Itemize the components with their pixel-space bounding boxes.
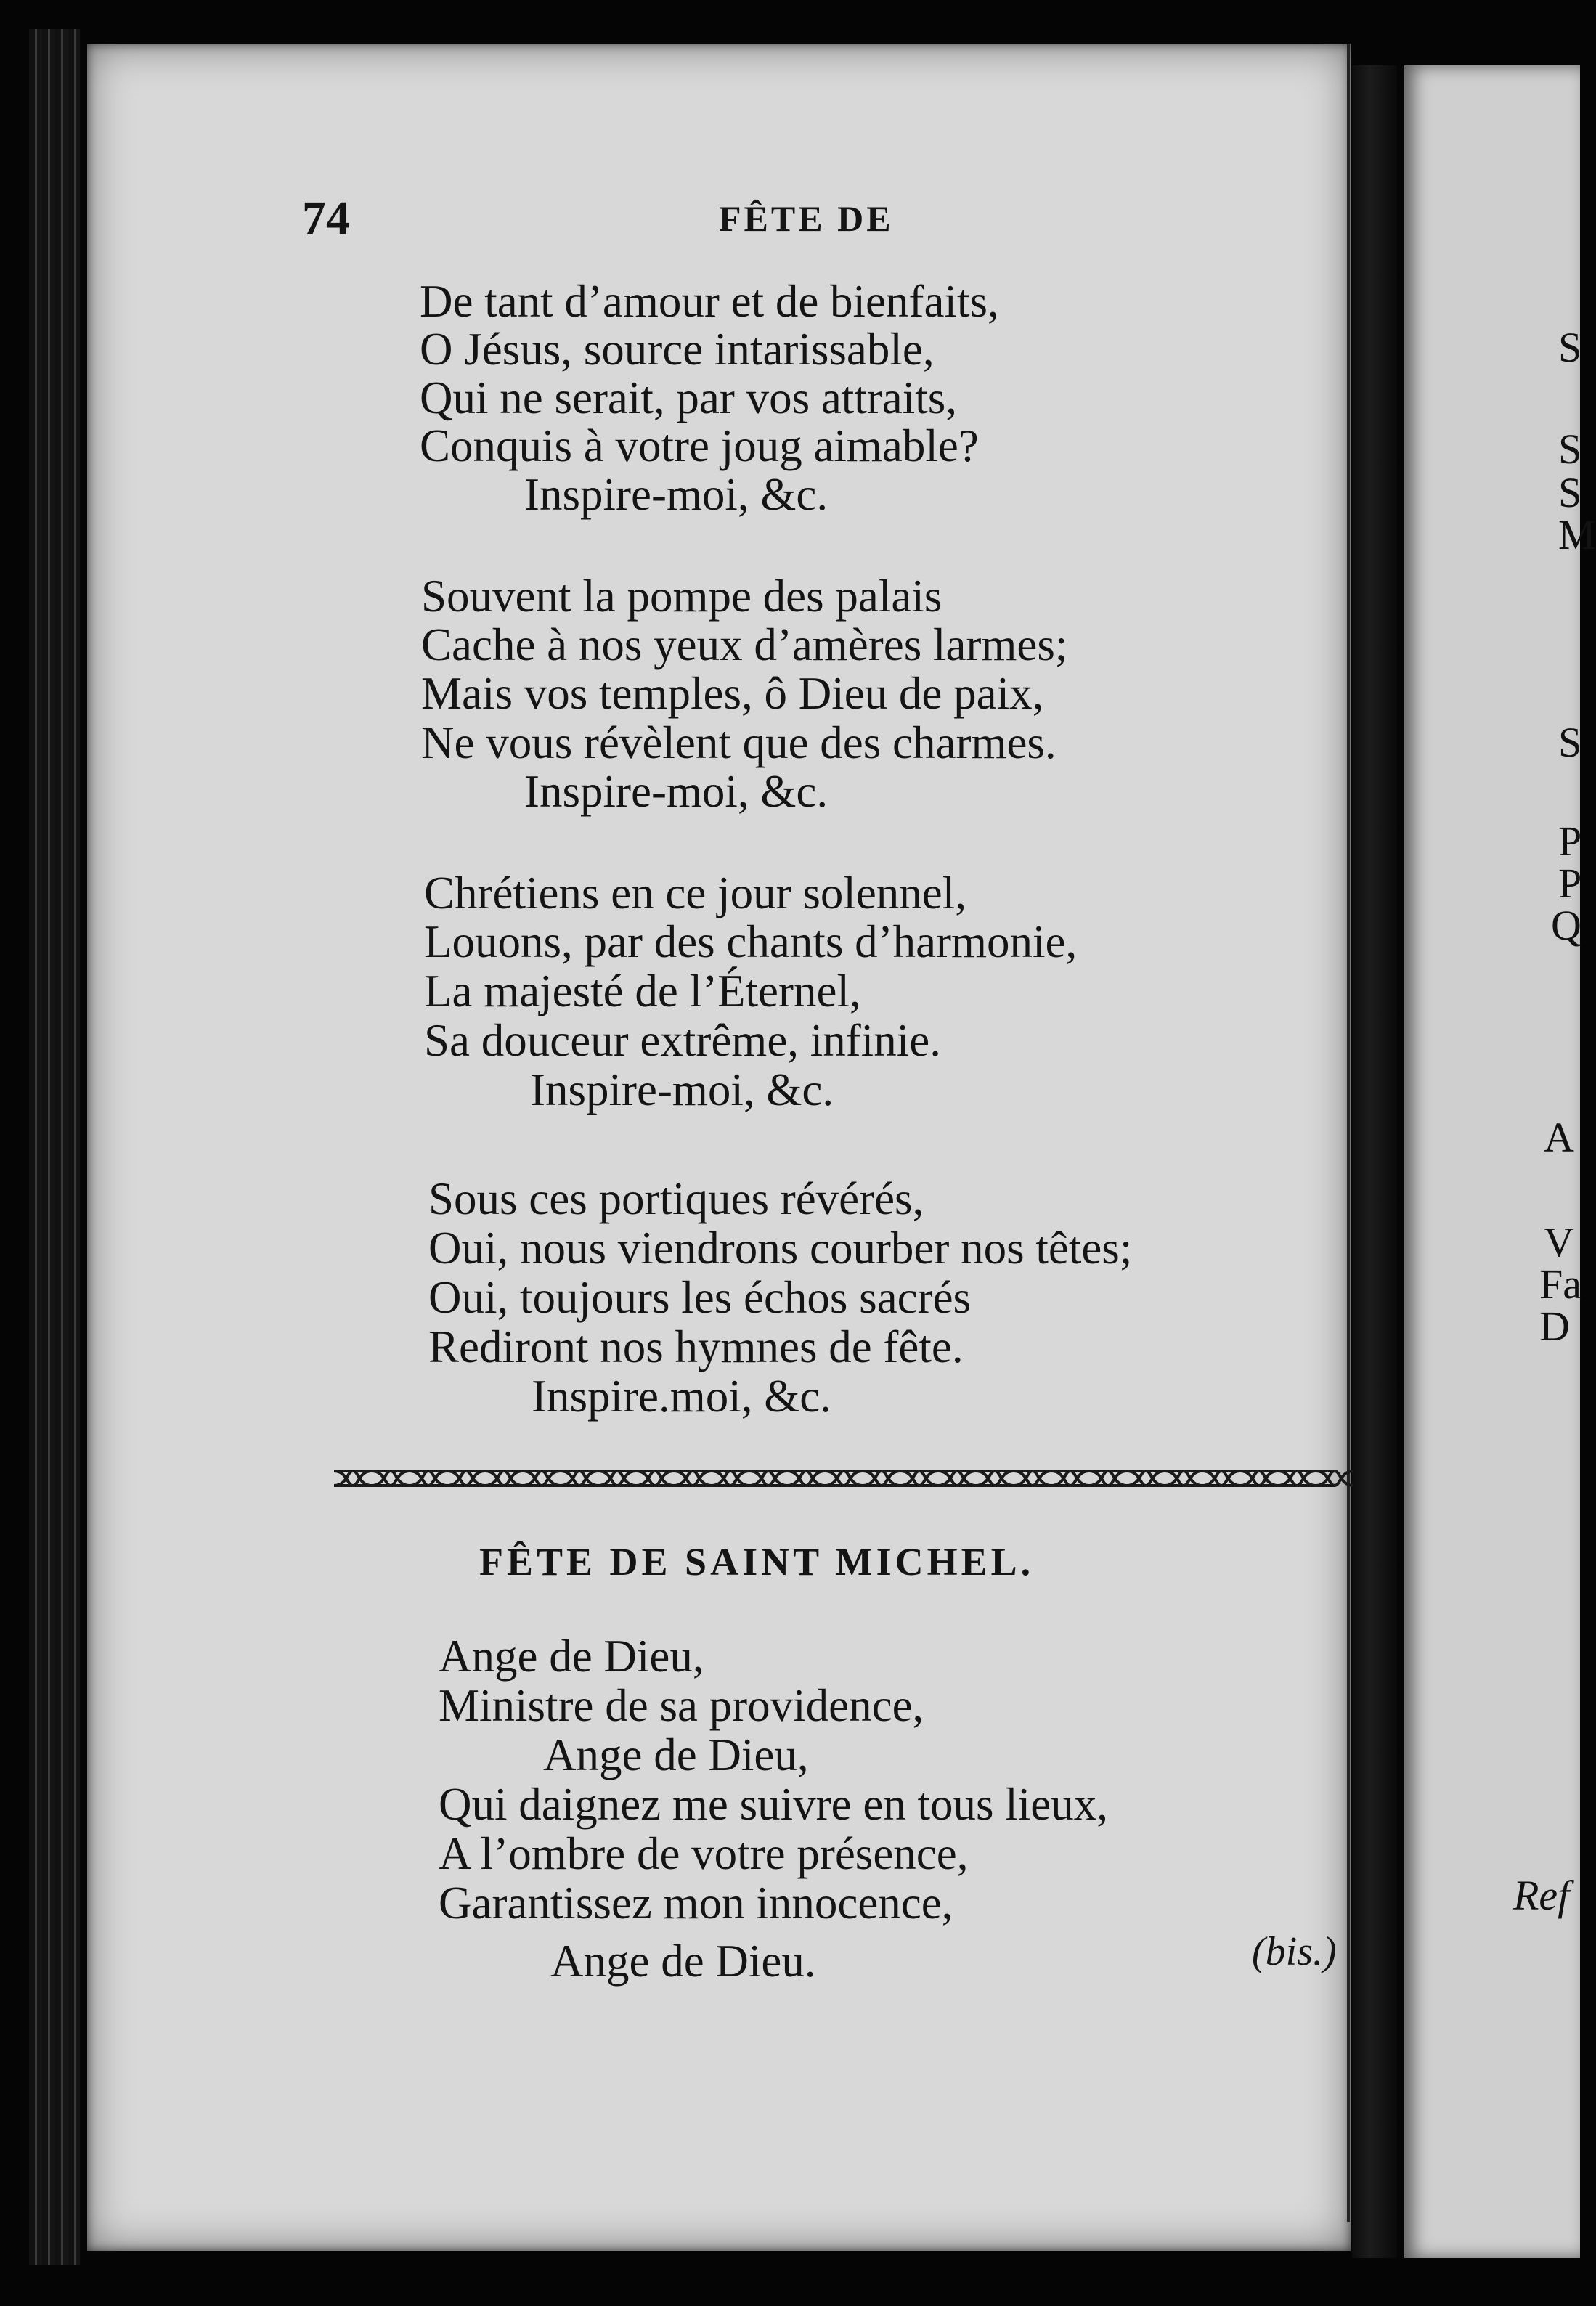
hymn-line: Ange de Dieu. [550, 1936, 816, 1987]
verse-line: La majesté de l’Éternel, [424, 966, 861, 1016]
facing-fragment: Fa [1539, 1260, 1581, 1308]
page-edge [1347, 44, 1350, 2222]
running-title: FÊTE DE [719, 198, 894, 239]
facing-fragment: P [1558, 818, 1582, 865]
verse-line: Sa douceur extrême, infinie. [424, 1015, 941, 1066]
hymn-line: Qui daignez me suivre en tous lieux, [439, 1779, 1109, 1830]
verse-line: Cache à nos yeux d’amères larmes; [421, 619, 1068, 670]
hymn-line: Ange de Dieu, [543, 1730, 809, 1780]
verse-line: Oui, nous viendrons courber nos têtes; [428, 1223, 1133, 1274]
facing-fragment: S [1558, 719, 1582, 766]
facing-fragment: P [1558, 860, 1582, 907]
hymn-line: Ministre de sa providence, [439, 1680, 924, 1731]
facing-page [1404, 65, 1596, 2258]
refrain-line: Inspire-moi, &c. [524, 766, 828, 817]
facing-fragment: Ref [1513, 1872, 1570, 1919]
ornamental-rule [334, 1461, 1335, 1496]
verse-line: De tant d’amour et de bienfaits, [420, 276, 999, 327]
book-spine [29, 29, 80, 2265]
verse-line: Mais vos temples, ô Dieu de paix, [421, 668, 1044, 719]
verse-line: Souvent la pompe des palais [421, 571, 942, 622]
facing-fragment: D [1539, 1303, 1570, 1350]
page-number: 74 [302, 192, 350, 245]
hymn-line: Garantissez mon innocence, [439, 1878, 953, 1928]
verse-line: O Jésus, source intarissable, [420, 324, 935, 375]
hymn-line: Ange de Dieu, [439, 1631, 704, 1682]
facing-fragment: Q [1551, 902, 1581, 949]
refrain-line: Inspire-moi, &c. [524, 469, 828, 520]
verse-line: Chrétiens en ce jour solennel, [424, 868, 967, 918]
repeat-marker: (bis.) [1252, 1929, 1337, 1974]
facing-fragment: S [1558, 425, 1582, 473]
verse-line: Sous ces portiques révérés, [428, 1173, 924, 1224]
refrain-line: Inspire.moi, &c. [532, 1371, 831, 1422]
facing-fragment: S [1558, 324, 1582, 371]
facing-fragment: M [1558, 511, 1596, 558]
hymn-line: A l’ombre de votre présence, [439, 1828, 969, 1879]
facing-fragment: S [1558, 469, 1582, 516]
facing-fragment: V [1544, 1218, 1574, 1266]
verse-line: Conquis à votre joug aimable? [420, 420, 979, 471]
verse-line: Oui, toujours les échos sacrés [428, 1272, 972, 1323]
verse-line: Rediront nos hymnes de fête. [428, 1321, 964, 1372]
book-gutter [1352, 65, 1397, 2258]
verse-line: Qui ne serait, par vos attraits, [420, 372, 958, 423]
facing-fragment: A [1544, 1114, 1574, 1161]
verse-line: Louons, par des chants d’harmonie, [424, 916, 1078, 967]
refrain-line: Inspire-moi, &c. [530, 1064, 834, 1115]
section-title: FÊTE DE SAINT MICHEL. [479, 1540, 1035, 1584]
verse-line: Ne vous révèlent que des charmes. [421, 717, 1056, 768]
